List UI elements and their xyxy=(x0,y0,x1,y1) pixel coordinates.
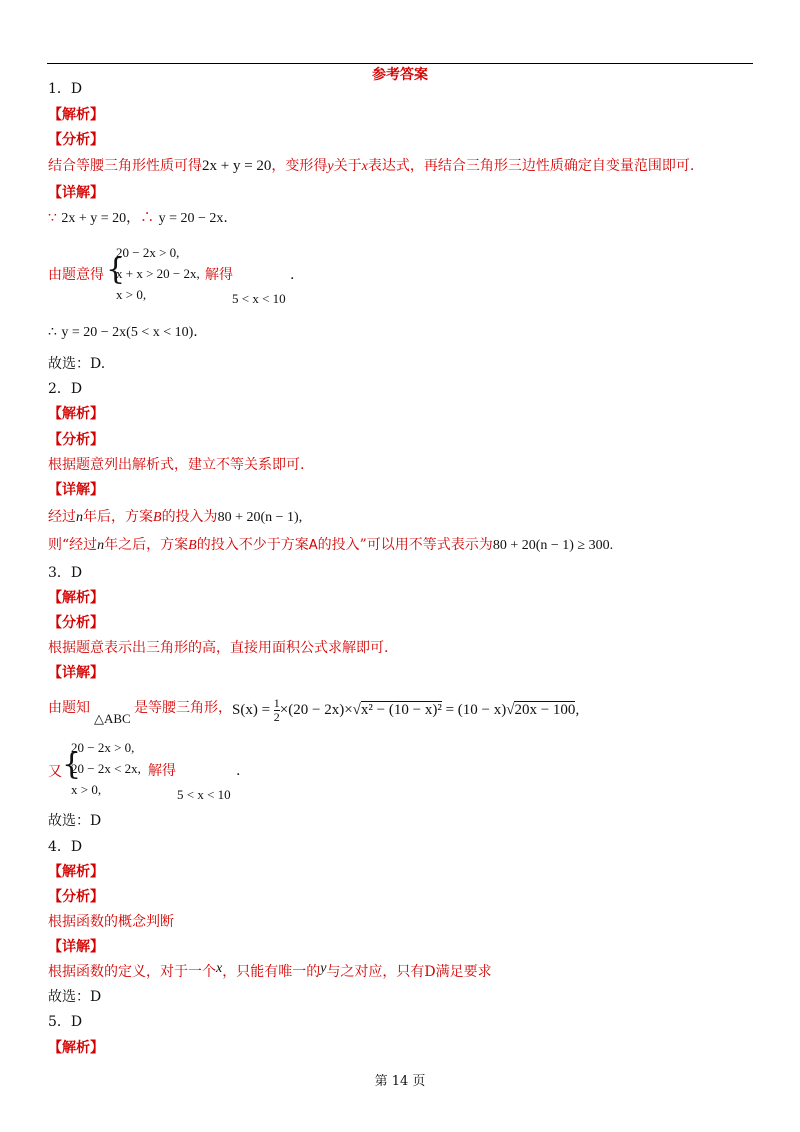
q3-xiangjie: 【详解】 xyxy=(48,665,104,681)
q1-sys-range: 5 < x < 10 xyxy=(232,291,286,306)
q1-brace: { xyxy=(106,252,126,287)
q3-fenxi: 【分析】 xyxy=(48,615,104,631)
q4-analysis: 根据函数的概念判断 xyxy=(48,914,174,930)
q4-s1-b: ，只能有唯一的 xyxy=(222,964,321,980)
q3-s1-rhs: = (10 − x) xyxy=(445,701,507,718)
q1-conclusion: ∴ y = 20 − 2x(5 < x < 10). xyxy=(48,324,198,340)
q1-sys-l3: x > 0, xyxy=(116,287,147,302)
q1-conclusion-eq: y = 20 − 2x(5 < x < 10) xyxy=(61,325,194,340)
q3-s1-rad: x² − (10 − x)² xyxy=(360,701,442,718)
q1-sys-l2: x + x > 20 − 2x, xyxy=(116,266,200,281)
q3-sys-prefix: 又 xyxy=(48,764,62,780)
q3-jiexi: 【解析】 xyxy=(48,590,104,606)
q2-step1: 经过n年后，方案B的投入为80 + 20(n − 1), xyxy=(48,509,303,525)
q3-answer: 3．D xyxy=(48,565,83,581)
q4-step1: 根据函数的定义，对于一个x，只能有唯一的y与之对应，只有D满足要求 xyxy=(48,961,492,980)
q1-xiangjie: 【详解】 xyxy=(48,185,104,201)
q1-jiexi: 【解析】 xyxy=(48,107,104,123)
q3-s1-lhs: S(x) = xyxy=(232,701,271,718)
q1-analysis-b: ，变形得 xyxy=(271,158,328,174)
q3-analysis: 根据题意表示出三角形的高，直接用面积公式求解即可. xyxy=(48,640,389,656)
q1-sys-prefix: 由题意得 xyxy=(48,267,104,283)
q2-analysis: 根据题意列出解析式，建立不等关系即可. xyxy=(48,457,305,473)
q2-s2-d: 的投入”可以用不等式表示为 xyxy=(317,537,493,553)
q1-analysis-a: 结合等腰三角形性质可得 xyxy=(48,158,202,174)
q2-step2: 则“经过n年之后，方案B的投入不少于方案A的投入”可以用不等式表示为80 + 20(n − 1) ≥ 300. xyxy=(48,537,614,553)
q1-analysis-d: 表达式，再结合三角形三边性质确定自变量范围即可. xyxy=(367,158,695,174)
q1-analysis-eq: 2x + y = 20 xyxy=(202,158,272,174)
q3-s1-a: 由题知 xyxy=(48,700,90,716)
q3-s1-rad2: 20x − 100 xyxy=(514,701,576,718)
q2-s2-a: 则“经过 xyxy=(48,537,98,553)
q1-step1: ∵ 2x + y = 20，∴ y = 20 − 2x. xyxy=(48,210,228,226)
q1-analysis-c: 关于 xyxy=(333,158,362,174)
q4-xiangjie: 【详解】 xyxy=(48,939,104,955)
q1-fenxi: 【分析】 xyxy=(48,132,104,148)
q4-jiexi: 【解析】 xyxy=(48,864,104,880)
q3-sys-solve: 解得 xyxy=(148,763,176,779)
q3-sys-l2: 20 − 2x < 2x, xyxy=(71,761,141,776)
q4-choose: 故选：D xyxy=(48,989,102,1005)
q1-step1-eq2: y = 20 − 2x xyxy=(158,211,224,226)
q3-s1-tri-text: △ABC xyxy=(94,711,131,726)
q3-sys-range: 5 < x < 10 xyxy=(177,787,231,802)
q3-s1-tri xyxy=(94,710,131,728)
q1-sys-solve: 解得 xyxy=(205,267,233,283)
q3-half-fraction: $\frac{1}{2}$ xyxy=(273,696,280,724)
q3-brace: { xyxy=(62,747,82,782)
q5-answer: 5．D xyxy=(48,1014,83,1030)
q2-fenxi: 【分析】 xyxy=(48,432,104,448)
q2-xiangjie: 【详解】 xyxy=(48,482,104,498)
q4-s1-a: 根据函数的定义，对于一个 xyxy=(48,964,216,980)
q3-sys-l1: 20 − 2x > 0, xyxy=(71,740,135,755)
q3-s1-b: 是等腰三角形， xyxy=(134,700,232,716)
q4-answer: 4．D xyxy=(48,839,83,855)
q1-sys-l1: 20 − 2x > 0, xyxy=(116,245,180,260)
q3-s1-formula: S(x) = $\frac{1}{2}$ ×(20 − 2x)×√x² − (10 − x)² = (10 − x)√20x − 100, xyxy=(232,696,580,724)
q2-s2-eq: 80 + 20(n − 1) ≥ 300 xyxy=(492,538,610,553)
q2-s1-b: 年后，方案 xyxy=(83,509,153,525)
q4-fenxi: 【分析】 xyxy=(48,889,104,905)
q4-s1-c: 与之对应，只有D满足要求 xyxy=(326,964,492,980)
q1-answer: 1．D xyxy=(48,81,83,97)
page-number: 第 14 页 xyxy=(374,1074,426,1089)
q2-answer: 2．D xyxy=(48,381,83,397)
q3-sys-l3: x > 0, xyxy=(71,782,102,797)
q1-analysis: 结合等腰三角形性质可得2x + y = 20，变形得y关于x表达式，再结合三角形三边性质确定自变量范围即可. xyxy=(48,158,695,174)
q1-system xyxy=(116,242,200,305)
q1-step1-eq1: 2x + y = 20 xyxy=(61,211,127,226)
q2-s1-c: 的投入为 xyxy=(161,509,218,525)
q3-system xyxy=(71,737,141,800)
q3-choose: 故选：D xyxy=(48,813,102,829)
document-page: 参考答案 1．D 【解析】 【分析】 结合等腰三角形性质可得2x + y = 20，变形得y关于x表达式，再结合三角形三边性质确定自变量范围即可. 【详解】 ∵ 2x + y = 20，∴ y = 20 − 2x. 由题意得 { 20 − 2x > 0, x + x > 20 − 2x, x > 0, 解得 5 < x < 10 . ∴ y = 20 − 2x(5 < x < 10). 故选：D. 2．D 【解析】 【分析】 根据题意列出解析式，建立不等关系即可. 【详解】 经过n年后，方案B的投入为80 + 20(n − 1), 则“经过n年之后，方案B的投入不少于方案A的投入”可以用不等式表示为80 + 20(n − 1) ≥ 300. 3．D 【解析】 【分析】 根据题意表示出三角形的高，直接用面积公式求解即可. 【详解】 由题知 △ABC 是等腰三角形， S(x) = $\frac{1}{2}$ ×(20 − 2x)×√x² − (10 − x)² = (10 − x)√20x − 100, 又 { 20 − 2x > 0, 20 − 2x < 2x, x > 0, 解得 5 < x < 10 . 故选：D 4．D 【解析】 【分析】 根据函数的概念判断 【详解】 根据函数的定义，对于一个x，只能有唯一的y与之对应，只有D满足要求 故选：D 5．D 【解析】 第 14 页 xyxy=(0,0,800,1132)
q2-s2-c: 的投入不少于方案 xyxy=(196,537,309,553)
q2-s1-a: 经过 xyxy=(48,509,76,525)
page-title: 参考答案 xyxy=(372,67,428,83)
q2-s1-eq: 80 + 20(n − 1) xyxy=(217,510,299,525)
q5-jiexi: 【解析】 xyxy=(48,1040,104,1056)
q2-s2-b: 年之后，方案 xyxy=(104,537,189,553)
q3-s1-mid: ×(20 − 2x)× xyxy=(279,701,353,718)
q2-jiexi: 【解析】 xyxy=(48,406,104,422)
q1-choose: 故选：D. xyxy=(48,356,106,372)
